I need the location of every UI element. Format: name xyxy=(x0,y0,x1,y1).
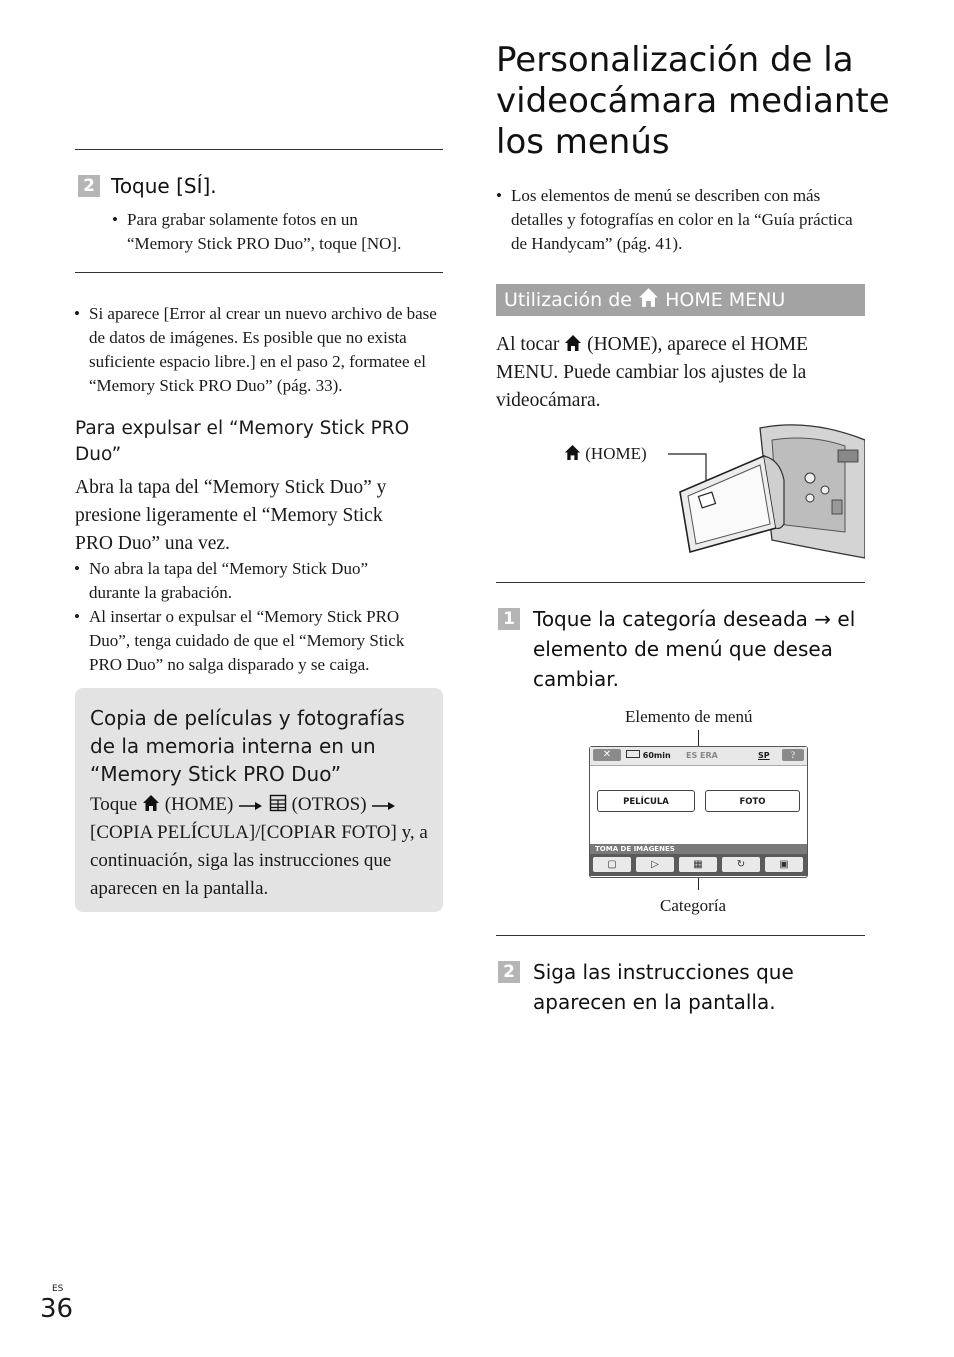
home-icon xyxy=(638,287,659,308)
step-number-2-left: 2 xyxy=(78,175,100,197)
battery-icon xyxy=(626,750,640,758)
step2-bullet: • Para grabar solamente fotos en un “Memory Stick PRO Duo”, toque [NO]. xyxy=(127,208,427,256)
screen-category-tabs xyxy=(590,854,807,876)
eject-heading: Para expulsar el “Memory Stick PRO Duo” xyxy=(75,418,410,465)
step-number-2-right: 2 xyxy=(498,961,520,983)
eject-bullet-2: • Al insertar o expulsar el “Memory Stick PRO Duo”, tenga cuidado de que el “Memory Stick PRO Duo” no salga disparado y se caiga. xyxy=(89,605,429,677)
home-explain-post: (HOME), aparece el HOME MENU. Puede cambiar los ajustes de la videocámara. xyxy=(496,334,809,411)
screen-mode-label: ES ERA xyxy=(686,751,718,760)
eject-bullet-1: • No abra la tapa del “Memory Stick Duo” durante la grabación. xyxy=(89,557,419,605)
category-leader xyxy=(698,878,699,890)
home-icon xyxy=(564,334,582,352)
page-number: 36 xyxy=(40,1294,74,1324)
sidebar-text-3: (OTROS) xyxy=(286,794,372,815)
screen-battery xyxy=(626,750,671,762)
step-title-follow-instructions: Siga las instrucciones que aparecen en la pantalla. xyxy=(533,960,794,1014)
tab-others-icon[interactable]: ▦ xyxy=(679,857,717,872)
tab-settings-toolbox-icon[interactable]: ▣ xyxy=(765,857,803,872)
step-title-toque-si: Toque [SÍ]. xyxy=(111,174,217,198)
footer-language: ES xyxy=(52,1284,64,1294)
eject-body: Abra la tapa del “Memory Stick Duo” y presione ligeramente el “Memory Stick PRO Duo” una vez. xyxy=(75,477,387,554)
screen-category-label: TOMA DE IMÁGENES xyxy=(590,844,807,854)
menu-item-photo[interactable]: FOTO xyxy=(705,790,800,812)
step-divider-right xyxy=(496,935,865,936)
sidebar-title: Copia de películas y fotografías de la memoria interna en un “Memory Stick PRO Duo” xyxy=(90,706,405,786)
section-divider-right xyxy=(496,582,865,583)
category-callout: Categoría xyxy=(660,896,727,915)
arrow-right-icon xyxy=(371,800,397,812)
section-title-pre: Utilización de xyxy=(504,289,639,311)
home-menu-screen xyxy=(589,746,808,878)
home-icon xyxy=(564,444,581,461)
screen-quality-sp: SP xyxy=(758,751,770,760)
camcorder-illustration xyxy=(660,420,865,560)
step-title-choose-category: Toque la categoría deseada → el elemento de menú que desea cambiar. xyxy=(533,607,856,691)
page-title: Personalización de la videocámara mediante los menús xyxy=(496,40,890,162)
sidebar-text-2: (HOME) xyxy=(159,794,239,815)
section-bar-home-menu xyxy=(496,284,865,316)
step-number-1-right: 1 xyxy=(498,608,520,630)
menu-item-movie[interactable]: PELÍCULA xyxy=(597,790,695,812)
screen-status-bar xyxy=(590,747,807,766)
intro-bullet: • Los elementos de menú se describen con más detalles y fotografías en color en la “Guía práctica de Handycam” (pág. 41). xyxy=(511,184,861,256)
battery-remaining: 60min xyxy=(642,751,671,760)
screen-close-button[interactable]: ✕ xyxy=(593,749,621,761)
error-note-bullet: • Si aparece [Error al crear un nuevo archivo de base de datos de imágenes. Es posible que no exista suficiente espacio libre.] en el paso 2, formatee el “Memory Stick PRO Duo” (pág. 33). xyxy=(89,302,445,398)
screen-help-button[interactable]: ? xyxy=(782,749,804,761)
others-icon xyxy=(269,794,287,812)
sidebar-instructions xyxy=(90,791,430,903)
tab-shooting-camera-icon[interactable]: ▢ xyxy=(593,857,631,872)
arrow-right-icon xyxy=(238,800,264,812)
step-divider-left xyxy=(75,272,443,273)
camera-home-label xyxy=(564,443,647,465)
top-rule-left xyxy=(75,149,443,150)
tab-view-play-icon[interactable]: ▷ xyxy=(636,857,674,872)
tab-manage-media-icon[interactable]: ↻ xyxy=(722,857,760,872)
sidebar-text-1: Toque xyxy=(90,794,142,815)
home-explain-pre: Al tocar xyxy=(496,334,565,355)
home-icon xyxy=(142,794,160,812)
copy-sidebar xyxy=(75,688,443,912)
section-title-post: HOME MENU xyxy=(659,289,786,311)
sidebar-text-4: [COPIA PELÍCULA]/[COPIAR FOTO] y, a continuación, siga las instrucciones que aparecen en la pantalla. xyxy=(90,822,428,899)
camera-home-label-text: (HOME) xyxy=(585,444,647,463)
home-explain-text xyxy=(496,331,846,415)
menu-item-callout: Elemento de menú xyxy=(625,707,753,726)
